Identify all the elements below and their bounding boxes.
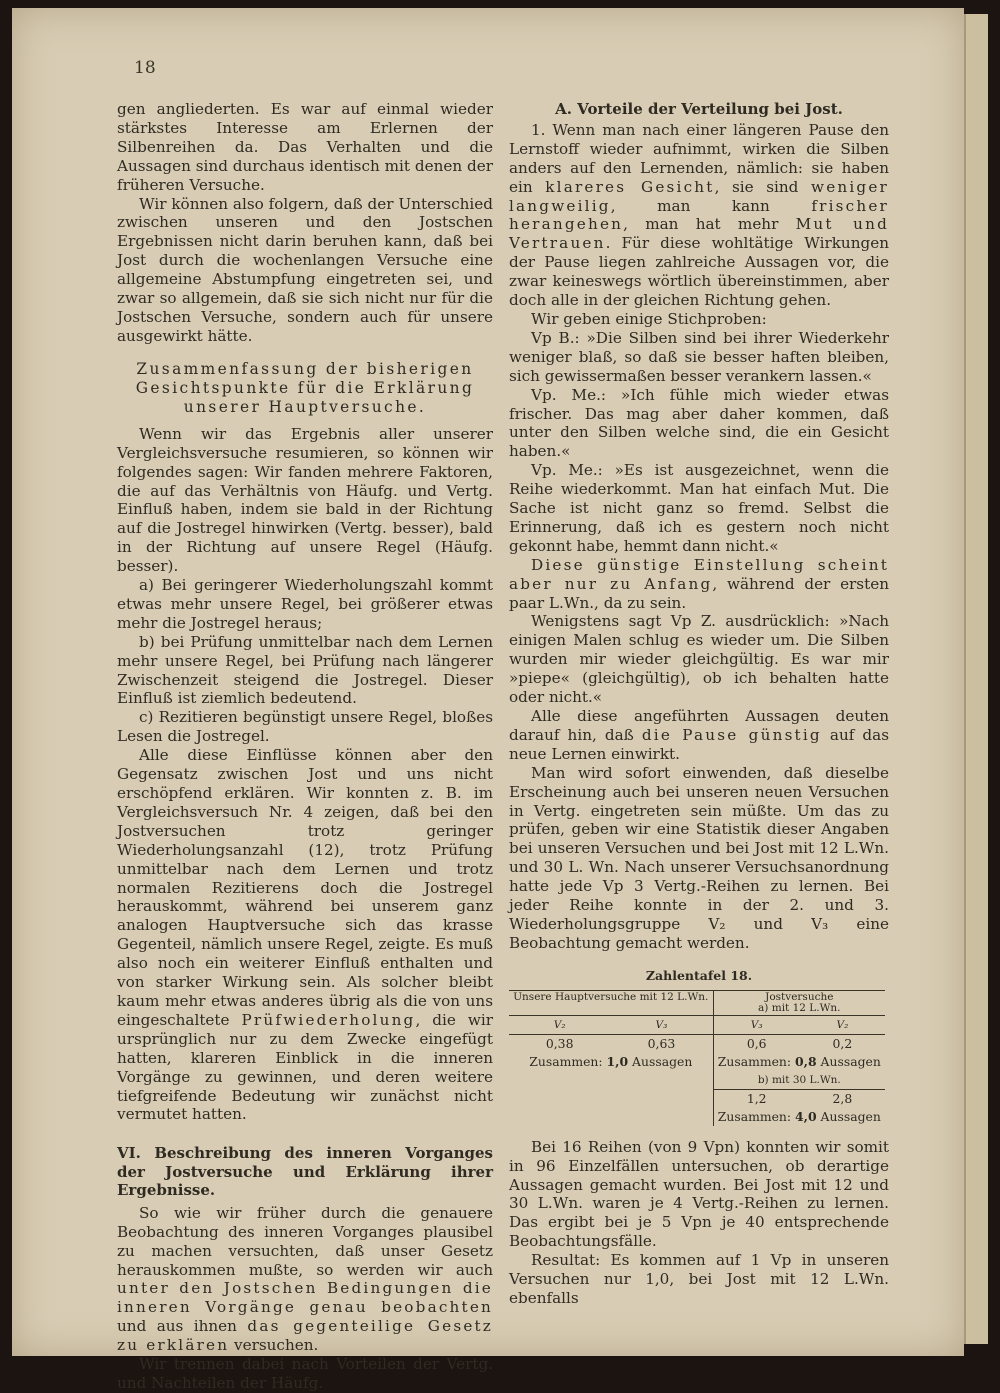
paragraph: 1. Wenn man nach einer längeren Pause den Lernstoff wieder aufnimmt, wirken die Silben anders auf den Lernenden, nämlich: sie haben ein klareres Gesicht, sie sind weniger langweilig, man kann frischer herangehen, man hat mehr Mut und Vertrauen. Für diese wohltätige Wirkungen der Pause liegen zahlreiche Aussagen vor, die zwar keineswegs wörtlich übereinstimmen, aber doch alle in der gleichen Richtung gehen. xyxy=(509,120,890,310)
paragraph: Man wird sofort einwenden, daß dieselbe Erscheinung auch bei unseren neuen Versuchen in Vertg. eingetreten sein müßte. Um das zu prüfen, geben wir eine Statistik dieser Angaben bei unseren Versuchen und bei Jost mit 12 L.Wn. und 30 L. Wn. Nach unserer Versuchsanordnung hatte jede Vp 3 Vertg.-Reihen zu lernen. Bei jeder Reihe konnte in der 2. und 3. Wiederholungsgruppe V₂ und V₃ eine Beobachtung gemacht werden. xyxy=(509,763,889,952)
paragraph: Wir können also folgern, daß der Unterschied zwischen unseren und den Jostschen Ergebnissen nicht darin beruhen kann, daß bei Jost durch die wochenlangen Versuche eine allgemeine Abstumpfung eingetreten sei, und zwar so allgemein, daß sie sich nicht nur für die Jostschen Versuche, sondern auch für unsere ausgewirkt hätte. xyxy=(117,194,493,345)
table-row: 1,2 2,8 xyxy=(509,1089,885,1108)
paragraph: So wie wir früher durch die genauere Beobachtung des inneren Vorganges plausibel zu machen versuchten, daß unser Gesetz herauskommen mußte, so werden wir auch unter den Jostschen Bedingungen die inneren Vorgänge genau beobachten und aus ihnen das gegenteilige Gesetz zu erklären versuchen. xyxy=(117,1203,494,1355)
quote: Vp B.: »Die Silben sind bei ihrer Wiederkehr weniger blaß, so daß sie besser haften bleiben, sich gewissermaßen besser verankern lassen.« xyxy=(509,328,889,385)
paragraph: Alle diese angeführten Aussagen deuten darauf hin, daß die Pause günstig auf das neue Lernen einwirkt. xyxy=(509,707,889,763)
list-item-b: b) bei Prüfung unmittelbar nach dem Lernen mehr unsere Regel, bei Prüfung nach längerer Zwischenzeit steigend die Jostregel. Dieser Einfluß ist ziemlich bedeutend. xyxy=(117,632,493,708)
subsection-title: A. Vorteile der Verteilung bei Jost. xyxy=(555,100,843,118)
table-row: b) mit 30 L.Wn. xyxy=(509,1071,885,1090)
paragraph: Alle diese Einflüsse können aber den Gegensatz zwischen Jost und uns nicht erschöpfend erklären. Wir konnten z. B. im Vergleichsversuch Nr. 4 zeigen, daß bei den Jostversuchen trotz geringer Wiederholungsanzahl (12), trotz Prüfung unmittelbar nach dem Lernen und trotz normalen Rezitierens doch die Jostregel herauskommt, während bei unserem ganz analogen Hauptversuche sich das krasse Gegenteil, nämlich unsere Regel, zeigte. Es muß also noch ein weiterer Einfluß enthalten und von starker Wirkung sein. Als solcher bleibt kaum mehr etwas anderes übrig als die von uns eingeschaltete Prüfwiederholung, die wir ursprünglich nur zu dem Zwecke eingefügt hatten, klareren Einblick in die inneren Vorgänge zu gewinnen, und deren weitere tiefgreifende Bedeutung wir zunächst nicht vermutet hatten. xyxy=(117,746,493,1124)
quote: Wenigstens sagt Vp Z. ausdrücklich: »Nach einigen Malen schlug es wieder um. Die Silben wurden mir wieder gleichgültig. Es war mir »piepe« (gleichgültig), ob ich behalten hatte oder nicht.« xyxy=(509,612,889,707)
paragraph: Bei 16 Reihen (von 9 Vpn) konnten wir somit in 96 Einzelfällen untersuchen, ob derartige Aussagen gemacht wurden. Bei Jost mit 12 und 30 L.Wn. waren je 4 Vertg.-Reihen zu lernen. Das ergibt bei je 5 Vpn je 40 entsprechende Beobachtungsfälle. xyxy=(509,1137,889,1251)
table-row: 0,38 0,63 0,6 0,2 xyxy=(545,1035,853,1051)
quote: Vp. Me.: »Es ist ausgezeichnet, wenn die Reihe wiederkommt. Man hat einfach Mut. Die Sache ist nicht ganz so fremd. Selbst die Erinnerung, daß ich es gestern noch nicht gekonnt habe, hemmt dann nicht.« xyxy=(509,461,889,555)
left-column xyxy=(117,100,493,1393)
table-header-row xyxy=(509,990,885,1015)
summary-heading: Zusammenfassung der bisherigen Gesichtspunkte für die Erklärung unserer Hauptversuche. xyxy=(135,359,475,416)
page-number: 18 xyxy=(134,58,156,78)
paragraph: Diese günstige Einstellung scheint aber nur zu Anfang, während der ersten paar L.Wn., da zu sein. xyxy=(509,555,889,612)
paragraph: Wenn wir das Ergebnis aller unserer Vergleichsversuche resumieren, so können wir folgendes sagen: Wir fanden mehrere Faktoren, die auf das Verhältnis von Häufg. und Vertg. Einfluß haben, indem sie bald in der Richtung auf die Jostregel hinwirken (Vertg. besser), bald in der Richtung auf unsere Regel (Häufg. besser). xyxy=(117,424,493,576)
next-page-edge xyxy=(964,14,988,1344)
list-item-c: c) Rezitieren begünstigt unsere Regel, bloßes Lesen die Jostregel. xyxy=(117,708,493,746)
table-row: Zusammen: 4,0 Aussagen xyxy=(509,1108,885,1126)
section-title: VI. Beschreibung des inneren Vorganges der Jostversuche und Erklärung ihrer Ergebnisse. xyxy=(117,1144,493,1200)
paragraph: gen angliederten. Es war auf einmal wieder stärkstes Interesse am Erlernen der Silbenreihen da. Das Verhalten und die Aussagen sind durchaus identisch mit denen der früheren Versuche. xyxy=(117,100,493,194)
table-subheader-row: V₂ V₃ V₃ V₂ xyxy=(509,1015,885,1034)
right-column xyxy=(509,100,889,1308)
paragraph: Resultat: Es kommen auf 1 Vp in unseren Versuchen nur 1,0, bei Jost mit 12 L.Wn. ebenfalls xyxy=(509,1251,889,1307)
table-header-jost: Jostversuche a) mit 12 L.Wn. xyxy=(713,990,885,1015)
table-header-ours: Unsere Hauptversuche mit 12 L.Wn. xyxy=(509,990,713,1015)
quote: Vp. Me.: »Ich fühle mich wieder etwas frischer. Das mag aber daher kommen, daß unter den Silben welche sind, die ein Gesicht haben.« xyxy=(509,385,889,461)
paragraph: Wir geben einige Stichproben: xyxy=(531,309,767,328)
list-item-a: a) Bei geringerer Wiederholungszahl kommt etwas mehr unsere Regel, bei größerer etwas mehr die Jostregel heraus; xyxy=(117,576,493,632)
data-table xyxy=(509,990,885,1126)
table-row: Zusammen: 1,0 Aussagen Zusammen: 0,8 Aussagen xyxy=(509,1053,885,1071)
paragraph: Wir trennen dabei nach Vorteilen der Vertg. und Nachteilen der Häufg. xyxy=(117,1355,493,1392)
table-caption: Zahlentafel 18. xyxy=(645,967,753,983)
